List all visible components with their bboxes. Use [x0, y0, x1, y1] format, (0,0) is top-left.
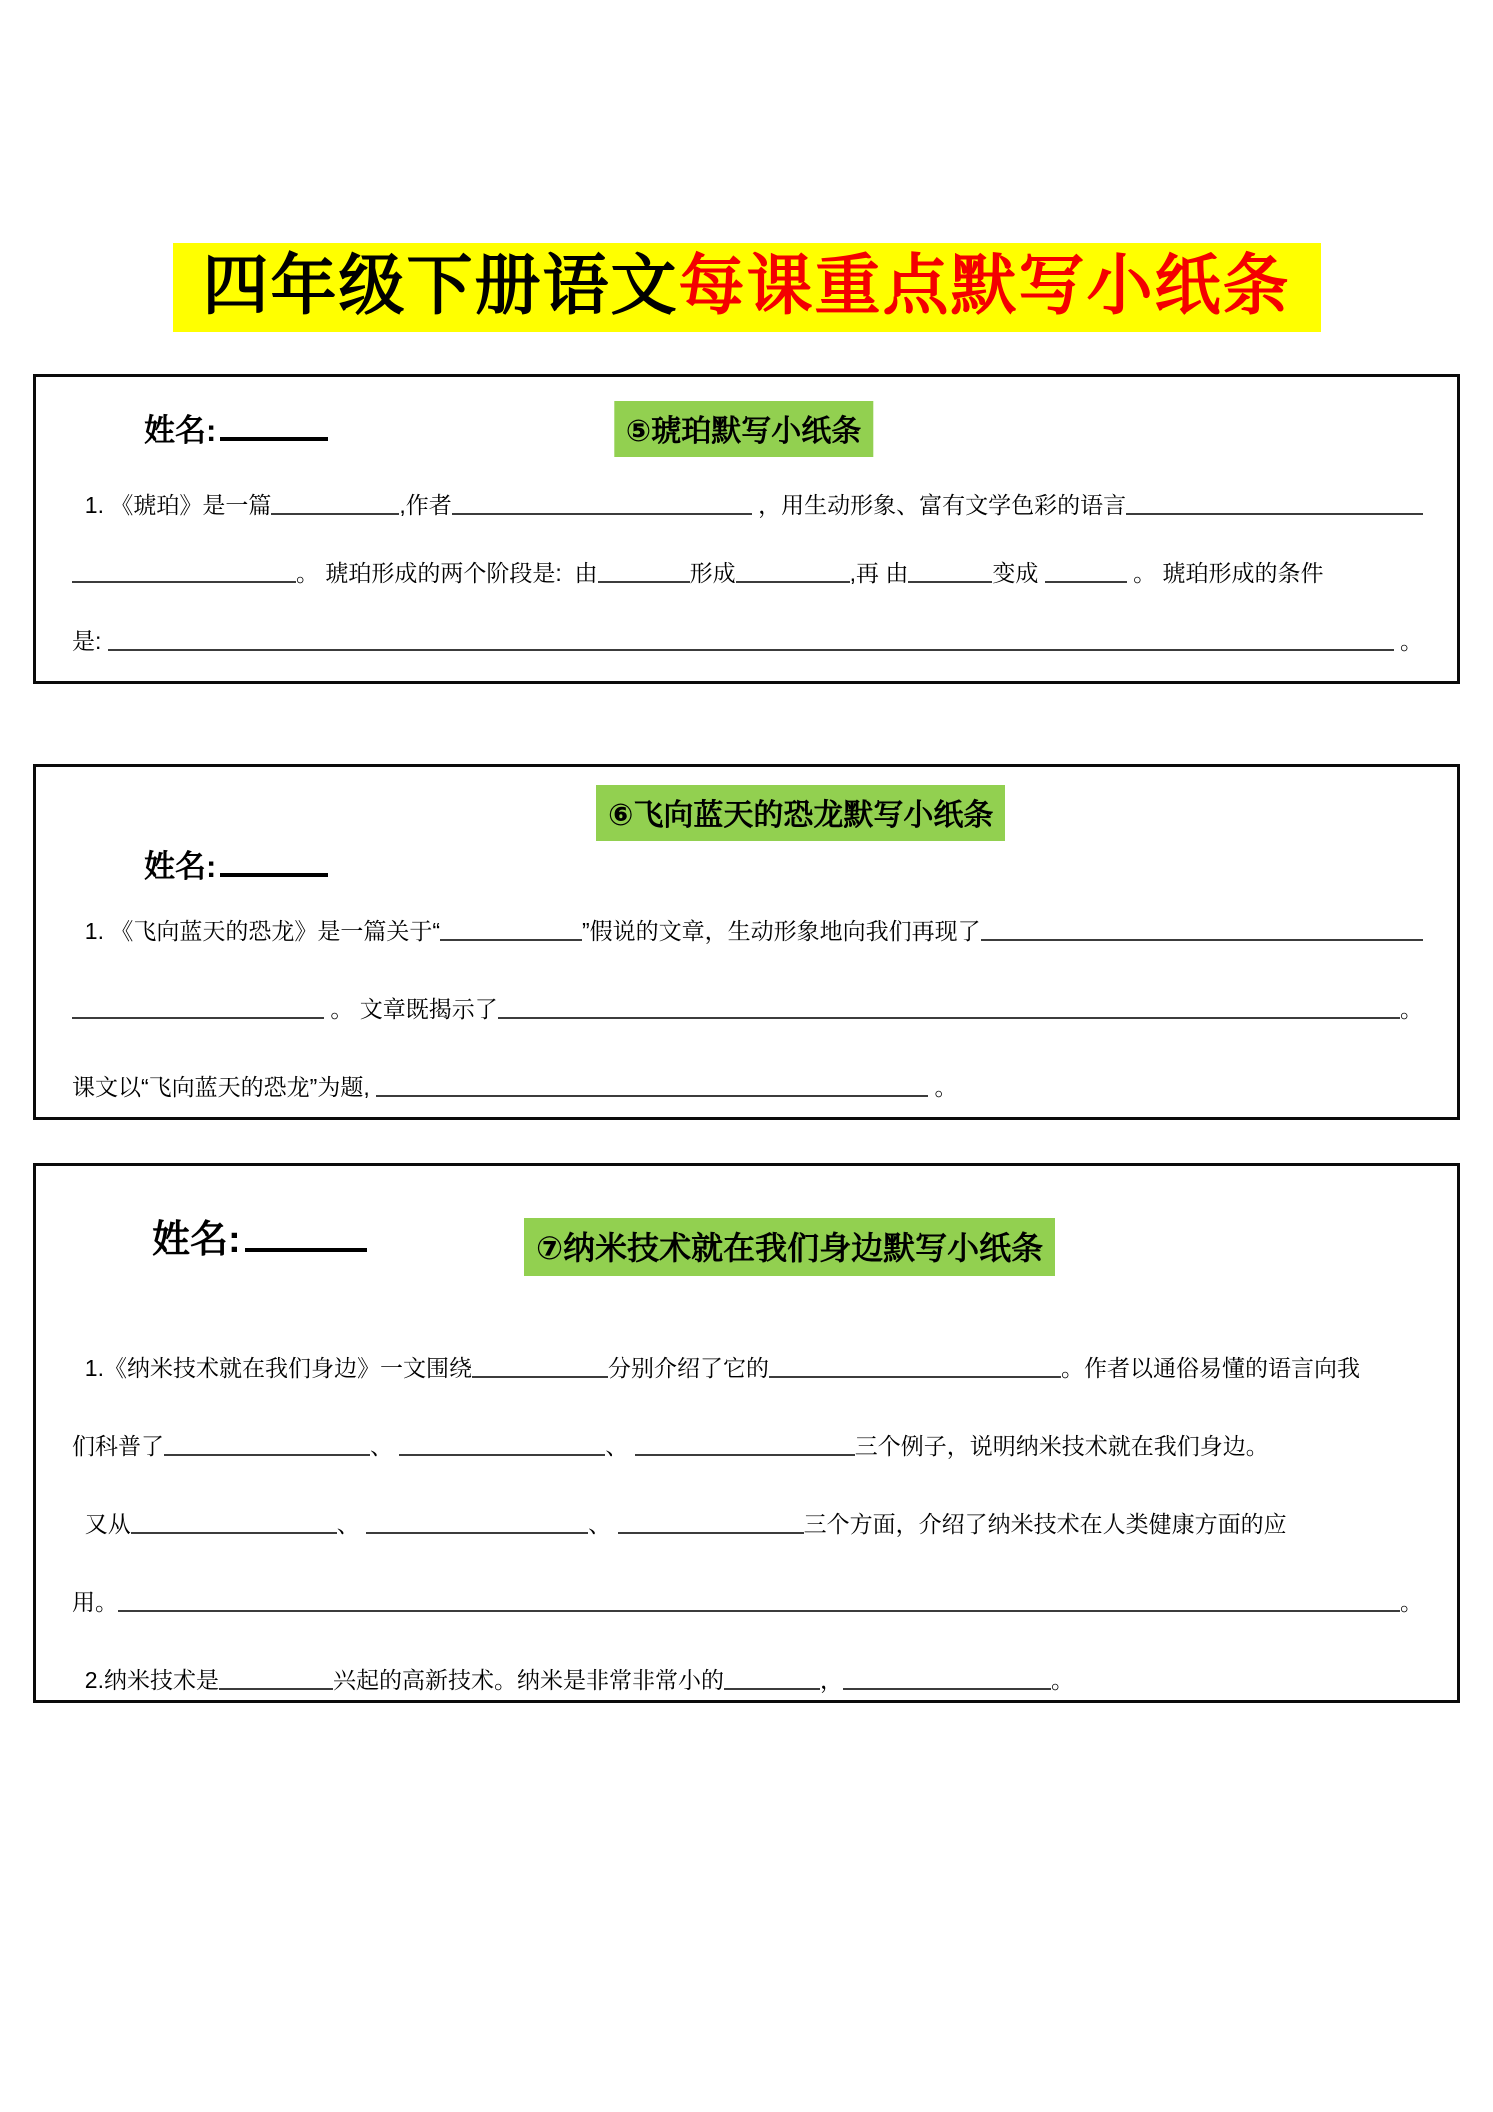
name-blank-line: [245, 1220, 367, 1252]
section-header: [56, 785, 1431, 903]
page-title: [173, 243, 1321, 332]
worksheet-line: [72, 1506, 1423, 1539]
fill-in-blank-line: [399, 1436, 605, 1456]
fill-in-blank-line: [1045, 563, 1127, 583]
line-text: 兴起的高新技术。纳米是非常非常小的: [332, 1666, 724, 1693]
section-body: [56, 913, 1431, 1102]
worksheet-line: [72, 623, 1423, 656]
line-text: 、: [370, 1432, 400, 1459]
worksheet-line: [72, 991, 1423, 1024]
line-text: 们科普了: [72, 1432, 164, 1459]
line-text: 分别介绍了它的: [607, 1354, 769, 1381]
section-nami-jishu: [33, 1163, 1460, 1703]
name-label: 姓名:: [144, 848, 217, 884]
fill-in-blank-line: [1126, 495, 1423, 515]
line-text: 又从: [72, 1510, 131, 1537]
line-text: 2.纳米技术是: [72, 1666, 219, 1693]
line-text: 、: [336, 1510, 367, 1537]
line-text: 1. 《飞向蓝天的恐龙》是一篇关于“: [72, 917, 441, 944]
line-text: ,再 由: [849, 559, 909, 586]
line-text: 、: [588, 1510, 618, 1537]
line-text: 。: [928, 1073, 958, 1100]
fill-in-blank-line: [108, 631, 1394, 651]
section-heading-hupo: ⑤琥珀默写小纸条: [614, 401, 873, 457]
line-text: 。 琥珀形成的条件: [1126, 559, 1324, 586]
section-heading-konglong: ⑥飞向蓝天的恐龙默写小纸条: [596, 785, 1005, 841]
worksheet-line: [72, 1069, 1423, 1102]
line-text: ”假说的文章，生动形象地向我们再现了: [582, 917, 981, 944]
fill-in-blank-line: [908, 563, 992, 583]
name-field: [144, 841, 328, 886]
name-blank-line: [220, 849, 328, 877]
line-text: ，: [819, 1666, 843, 1693]
name-field: [152, 1208, 367, 1263]
line-text: 变成: [992, 559, 1045, 586]
line-text: 1. 《琥珀》是一篇: [72, 491, 272, 518]
section-feixiang-lantian-de-konglong: [33, 764, 1460, 1120]
fill-in-blank-line: [366, 1514, 588, 1534]
fill-in-blank-line: [769, 1358, 1061, 1378]
worksheet-line: [72, 1662, 1423, 1695]
fill-in-blank-line: [498, 999, 1400, 1019]
line-text: 三个方面，介绍了纳米技术在人类健康方面的应: [803, 1510, 1287, 1537]
line-text: 。: [1393, 627, 1423, 654]
line-text: 形成: [689, 559, 736, 586]
line-text: ，用生动形象、富有文学色彩的语言: [751, 491, 1127, 518]
fill-in-blank-line: [118, 1592, 1400, 1612]
fill-in-blank-line: [843, 1670, 1051, 1690]
name-label: 姓名:: [144, 412, 217, 448]
fill-in-blank-line: [981, 921, 1423, 941]
worksheet-line: [72, 913, 1423, 946]
fill-in-blank-line: [376, 1077, 928, 1097]
fill-in-blank-line: [219, 1670, 333, 1690]
line-text: 、: [605, 1432, 635, 1459]
section-header: [56, 399, 1431, 463]
fill-in-blank-line: [72, 999, 324, 1019]
fill-in-blank-line: [72, 563, 296, 583]
worksheet-line: [72, 555, 1423, 588]
fill-in-blank-line: [452, 495, 752, 515]
name-label: 姓名:: [152, 1218, 241, 1261]
title-topic-part: 每课重点默写小纸条: [678, 248, 1291, 322]
title-grade-part: 四年级下册语文: [202, 248, 679, 322]
section-body: [56, 487, 1431, 656]
name-field: [144, 405, 328, 450]
worksheet-line: [72, 1350, 1423, 1383]
worksheet-line: [72, 1584, 1423, 1617]
fill-in-blank-line: [736, 563, 850, 583]
section-body: [56, 1350, 1431, 1695]
line-text: 1.《纳米技术就在我们身边》一文围绕: [72, 1354, 472, 1381]
line-text: 用。: [72, 1588, 118, 1615]
line-text: 是:: [72, 627, 108, 654]
line-text: 三个例子，说明纳米技术就在我们身边。: [854, 1432, 1269, 1459]
line-text: 。 文章既揭示了: [324, 995, 498, 1022]
line-text: 。 琥珀形成的两个阶段是: 由: [296, 559, 598, 586]
fill-in-blank-line: [472, 1358, 608, 1378]
section-header: [56, 1192, 1431, 1292]
fill-in-blank-line: [271, 495, 399, 515]
fill-in-blank-line: [635, 1436, 855, 1456]
fill-in-blank-line: [724, 1670, 820, 1690]
worksheet-line: [72, 487, 1423, 520]
line-text: 。: [1400, 995, 1423, 1022]
fill-in-blank-line: [618, 1514, 804, 1534]
section-heading-nami: ⑦纳米技术就在我们身边默写小纸条: [524, 1218, 1055, 1276]
line-text: 。作者以通俗易懂的语言向我: [1060, 1354, 1360, 1381]
name-blank-line: [220, 413, 328, 441]
line-text: ,作者: [399, 491, 452, 518]
fill-in-blank-line: [131, 1514, 337, 1534]
fill-in-blank-line: [598, 563, 690, 583]
fill-in-blank-line: [440, 921, 582, 941]
worksheet-line: [72, 1428, 1423, 1461]
fill-in-blank-line: [164, 1436, 370, 1456]
line-text: 。: [1400, 1588, 1423, 1615]
line-text: 。: [1050, 1666, 1074, 1693]
section-hupo: [33, 374, 1460, 684]
line-text: 课文以“飞向蓝天的恐龙”为题,: [72, 1073, 377, 1100]
